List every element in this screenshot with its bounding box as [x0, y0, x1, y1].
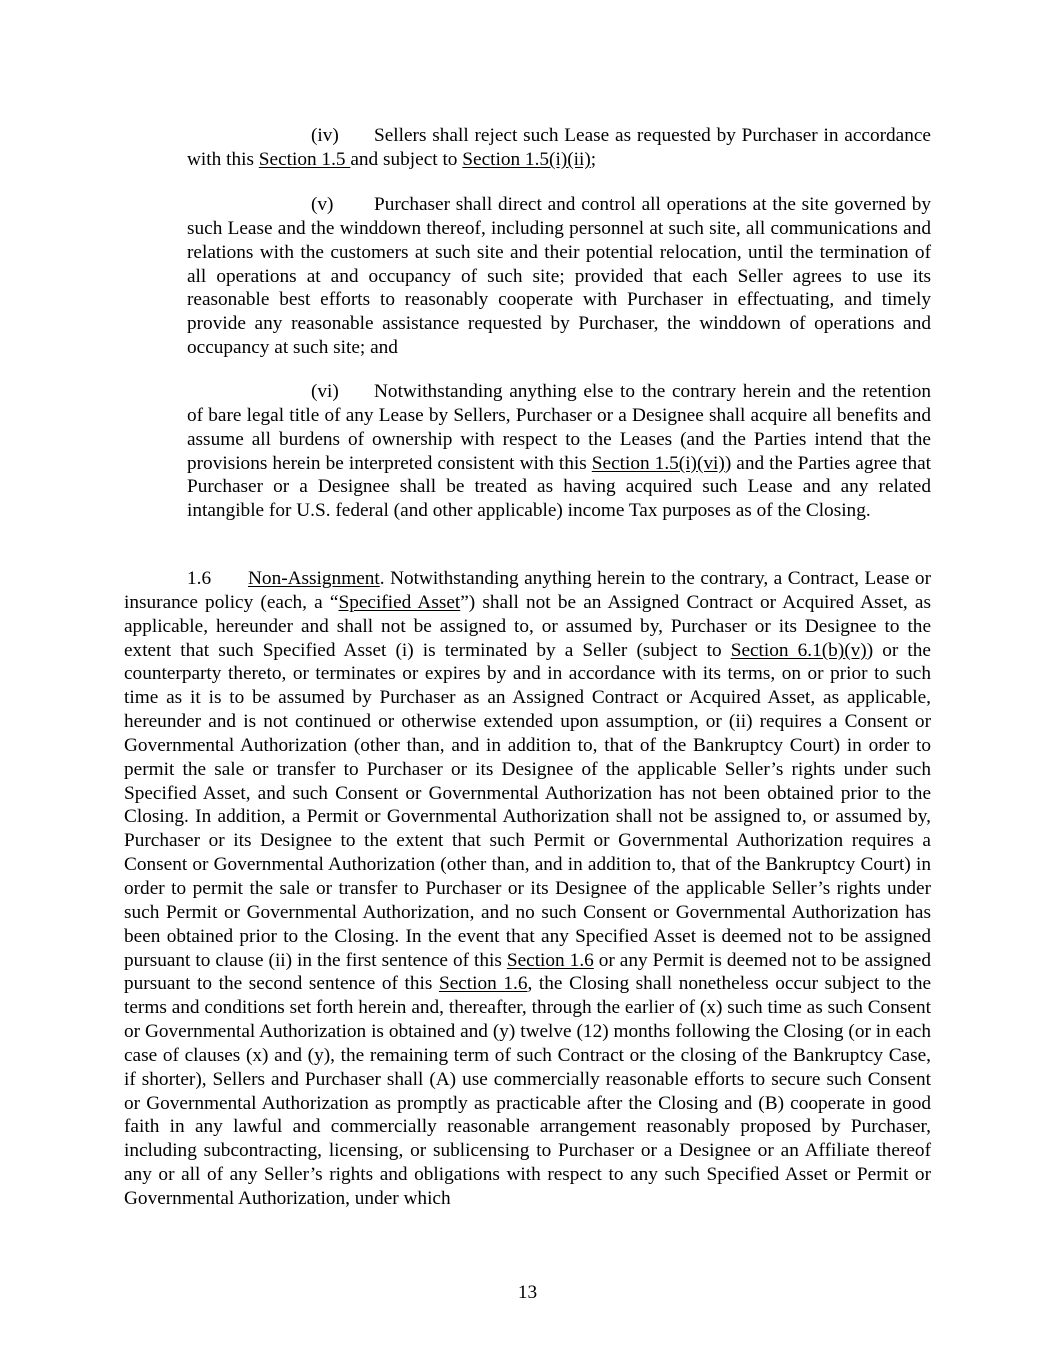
clause-text: ) and the Parties agree that Purchaser or a Designee shall be treated as having acquired such Lease and any related intangible for U.S. federal (and other applicable) income Tax purposes as of the Closing.	[187, 452, 931, 522]
clause-text: ;	[590, 148, 597, 170]
section-reference: Section 1.5	[258, 148, 351, 170]
clause-number: (iv)	[311, 125, 339, 146]
section-text: ”) shall not be an Assigned Contract or Acquired Asset, as applicable, hereunder and shall not be assigned to, or assumed by, Purchaser or its Designee to the extent that such Specified Asset (i) is terminated by a Seller (subject to	[124, 591, 931, 661]
section-text: or any Permit is deemed not to be assigned pursuant to the second sentence of this	[124, 949, 931, 995]
section-reference: Section 1.5(i)(vi)	[591, 452, 725, 474]
section-reference: Section 1.6	[506, 949, 594, 971]
clause-text: Purchaser shall direct and control all operations at the site governed by such Lease and the winddown thereof, including personnel at such site, all communications and relations with the customers at such site and their potential relocation, until the termination of all operations at and occupancy of such site; provided that each Seller agrees to use its reasonable best efforts to reasonably cooperate with Purchaser in effectuating, and timely provide any reasonable assistance requested by Purchaser, the winddown of operations and occupancy at such site; and	[187, 194, 931, 359]
section-text: . Notwithstanding anything herein to the contrary, a Contract, Lease or insurance policy (each, a “	[124, 568, 931, 613]
section-reference: Section 1.5(i)(ii)	[462, 148, 591, 170]
page-number: 13	[517, 1282, 538, 1303]
clause-number: (v)	[311, 194, 334, 215]
section-text: , the Closing shall nonetheless occur subject to the terms and conditions set forth herein and, thereafter, through the earlier of (x) such time as such Consent or Governmental Authorization is obtained and (y) twelve (12) months following the Closing (or in each case of clauses (x) and (y), the remaining term of such Contract or the closing of the Bankruptcy Case, if shorter), Sellers and Purchaser shall (A) use commercially reasonable efforts to secure such Consent or Governmental Authorization as promptly as practicable after the Closing and (B) cooperate in good faith in any lawful and commercially reasonable arrangement reasonably proposed by Purchaser, including subcontracting, licensing, or sublicensing to Purchaser or a Designee or an Affiliate thereof any or all of any Seller’s rights and obligations with respect to any such Specified Asset or Permit or Governmental Authorization, under which	[124, 973, 932, 1209]
clause-text: and subject to	[350, 148, 463, 170]
section-1-6	[124, 567, 931, 1211]
section-reference: Section 1.6	[438, 973, 528, 995]
section-reference: Section 6.1(b)(v)	[730, 639, 867, 661]
clause-number: (vi)	[311, 381, 339, 402]
clause-v	[187, 193, 931, 360]
section-text: ) or the counterparty thereto, or terminates or expires by and in accordance with its terms, on or prior to such time as it is to be assumed by Purchaser as an Assigned Contract or Acquired Asset, as applicable, hereunder and is not continued or otherwise extended upon assumption, or (ii) requires a Consent or Governmental Authorization (other than, and in addition to, that of the Bankruptcy Court) in order to permit the sale or transfer to Purchaser or its Designee of the applicable Seller’s rights under such Specified Asset, and such Consent or Governmental Authorization has not been obtained prior to the Closing. In addition, a Permit or Governmental Authorization shall not be assigned to, or assumed by, Purchaser or its Designee to the extent that such Permit or Governmental Authorization requires a Consent or Governmental Authorization (other than, and in addition to, that of the Bankruptcy Court) in order to permit the sale or transfer to Purchaser or its Designee of the applicable Seller’s rights under such Permit or Governmental Authorization, and no such Consent or Governmental Authorization has been obtained prior to the Closing. In the event that any Specified Asset is deemed not to be assigned pursuant to clause (ii) in the first sentence of this	[124, 639, 931, 971]
section-number: 1.6	[187, 568, 212, 589]
clause-text: Sellers shall reject such Lease as requested by Purchaser in accordance with this	[187, 125, 931, 170]
section-heading: Non-Assignment	[248, 568, 380, 589]
clause-iv	[187, 124, 931, 172]
clause-text: Notwithstanding anything else to the contrary herein and the retention of bare legal title of any Lease by Sellers, Purchaser or a Designee shall acquire all benefits and assume all burdens of ownership with respect to the Leases (and the Parties intend that the provisions herein be interpreted consistent with this	[187, 381, 931, 474]
defined-term: Specified Asset	[338, 591, 461, 613]
clause-vi	[187, 380, 931, 523]
